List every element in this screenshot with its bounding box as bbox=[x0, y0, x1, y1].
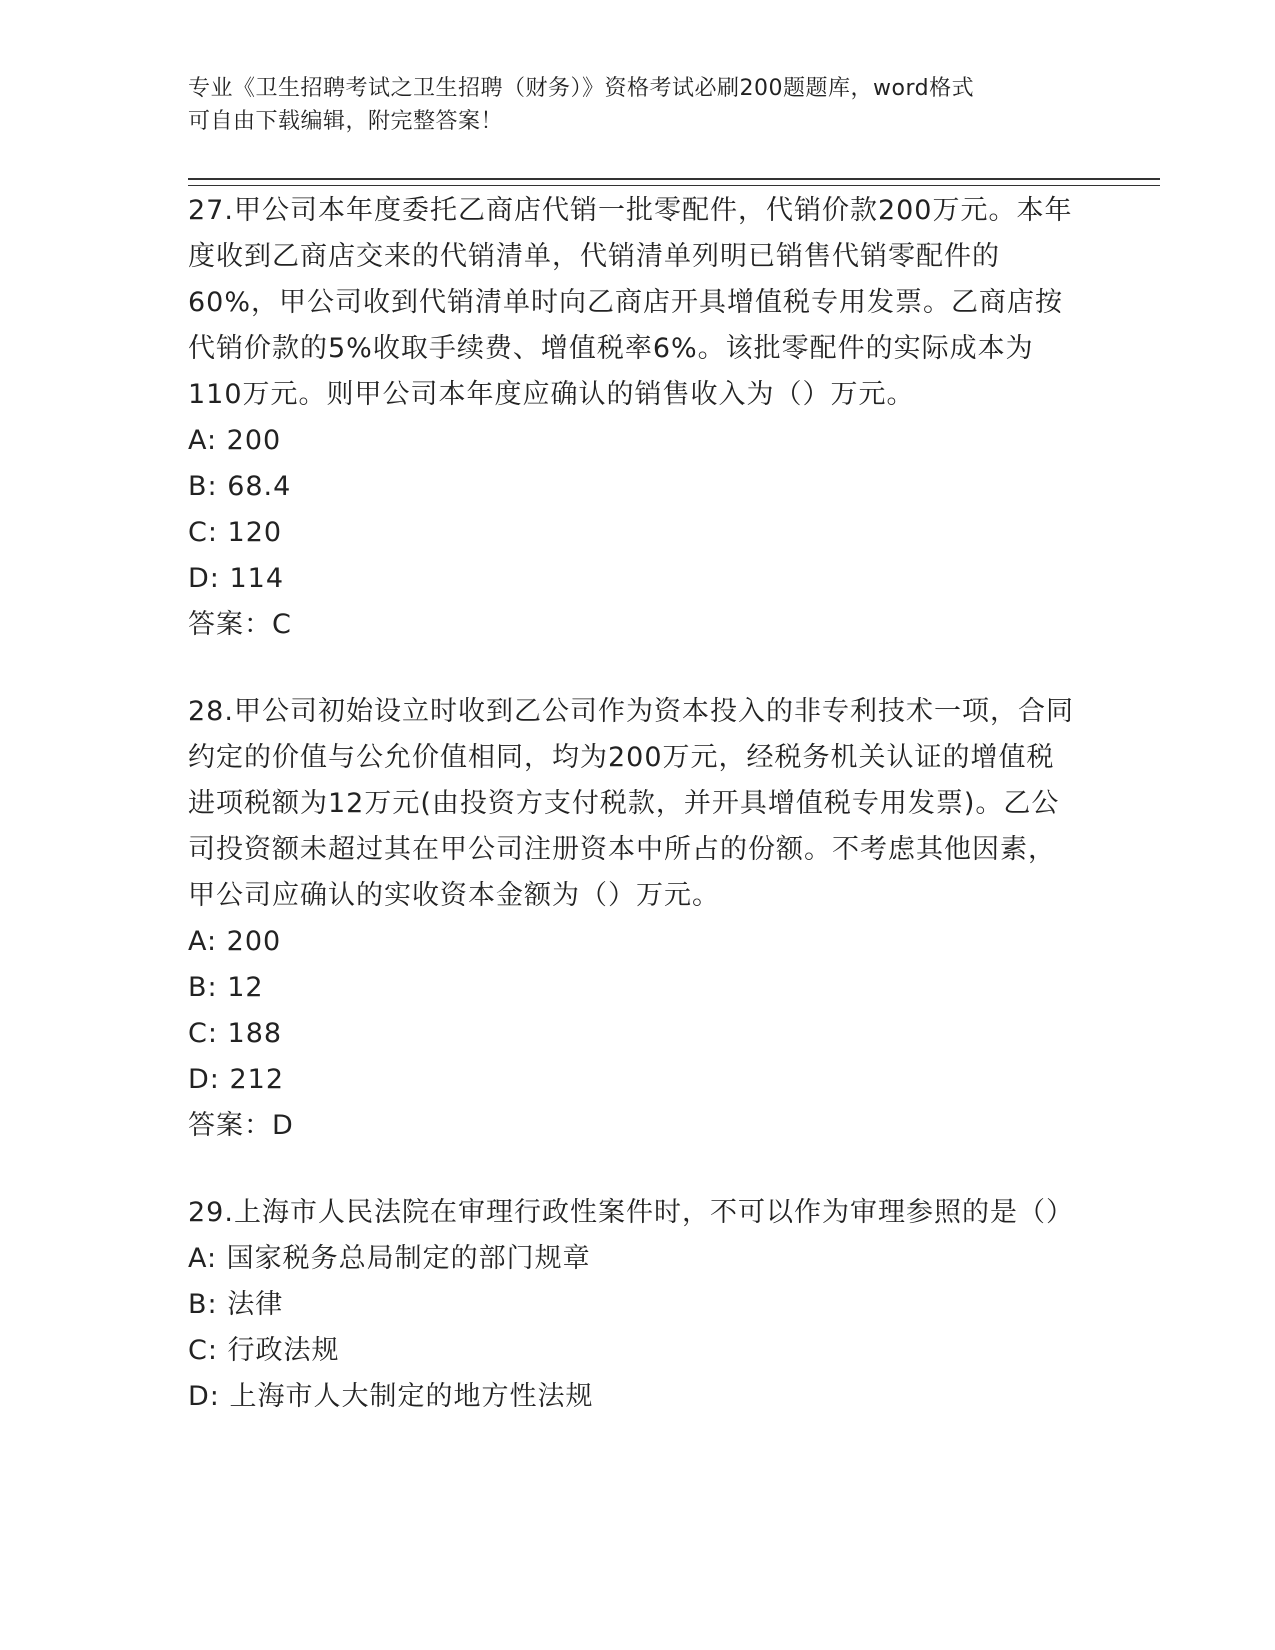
question-27 bbox=[188, 188, 1078, 648]
option-b: B: 法律 bbox=[188, 1289, 284, 1320]
header-divider-thin bbox=[188, 185, 1160, 186]
answer: 答案：C bbox=[188, 609, 292, 640]
question-29 bbox=[188, 1190, 1078, 1420]
option-c: C: 120 bbox=[188, 517, 283, 548]
option-d: D: 212 bbox=[188, 1064, 285, 1095]
option-a: A: 200 bbox=[188, 425, 282, 456]
option-c: C: 行政法规 bbox=[188, 1335, 340, 1366]
question-stem: 29.上海市人民法院在审理行政性案件时，不可以作为审理参照的是（） bbox=[188, 1197, 1074, 1228]
option-d: D: 上海市人大制定的地方性法规 bbox=[188, 1381, 594, 1412]
document-header bbox=[188, 72, 1088, 138]
header-line-2: 可自由下载编辑，附完整答案！ bbox=[188, 109, 504, 134]
option-d: D: 114 bbox=[188, 563, 285, 594]
option-a: A: 国家税务总局制定的部门规章 bbox=[188, 1243, 591, 1274]
question-28 bbox=[188, 689, 1078, 1149]
question-stem: 28.甲公司初始设立时收到乙公司作为资本投入的非专利技术一项，合同约定的价值与公允价值相同，均为200万元，经税务机关认证的增值税进项税额为12万元(由投资方支付税款，并开具增值税专用发票)。乙公司投资额未超过其在甲公司注册资本中所占的份额。不考虑其他因素，甲公司应确认的实收资本金额为（）万元。 bbox=[188, 696, 1074, 911]
header-divider-thick bbox=[188, 178, 1160, 180]
answer: 答案：D bbox=[188, 1110, 294, 1141]
option-b: B: 68.4 bbox=[188, 471, 292, 502]
question-stem: 27.甲公司本年度委托乙商店代销一批零配件，代销价款200万元。本年度收到乙商店交来的代销清单，代销清单列明已销售代销零配件的60%，甲公司收到代销清单时向乙商店开具增值税专用发票。乙商店按代销价款的5%收取手续费、增值税率6%。该批零配件的实际成本为110万元。则甲公司本年度应确认的销售收入为（）万元。 bbox=[188, 195, 1073, 410]
option-a: A: 200 bbox=[188, 926, 282, 957]
option-b: B: 12 bbox=[188, 972, 264, 1003]
option-c: C: 188 bbox=[188, 1018, 283, 1049]
header-line-1: 专业《卫生招聘考试之卫生招聘（财务）》资格考试必刷200题题库，word格式 bbox=[188, 76, 975, 101]
